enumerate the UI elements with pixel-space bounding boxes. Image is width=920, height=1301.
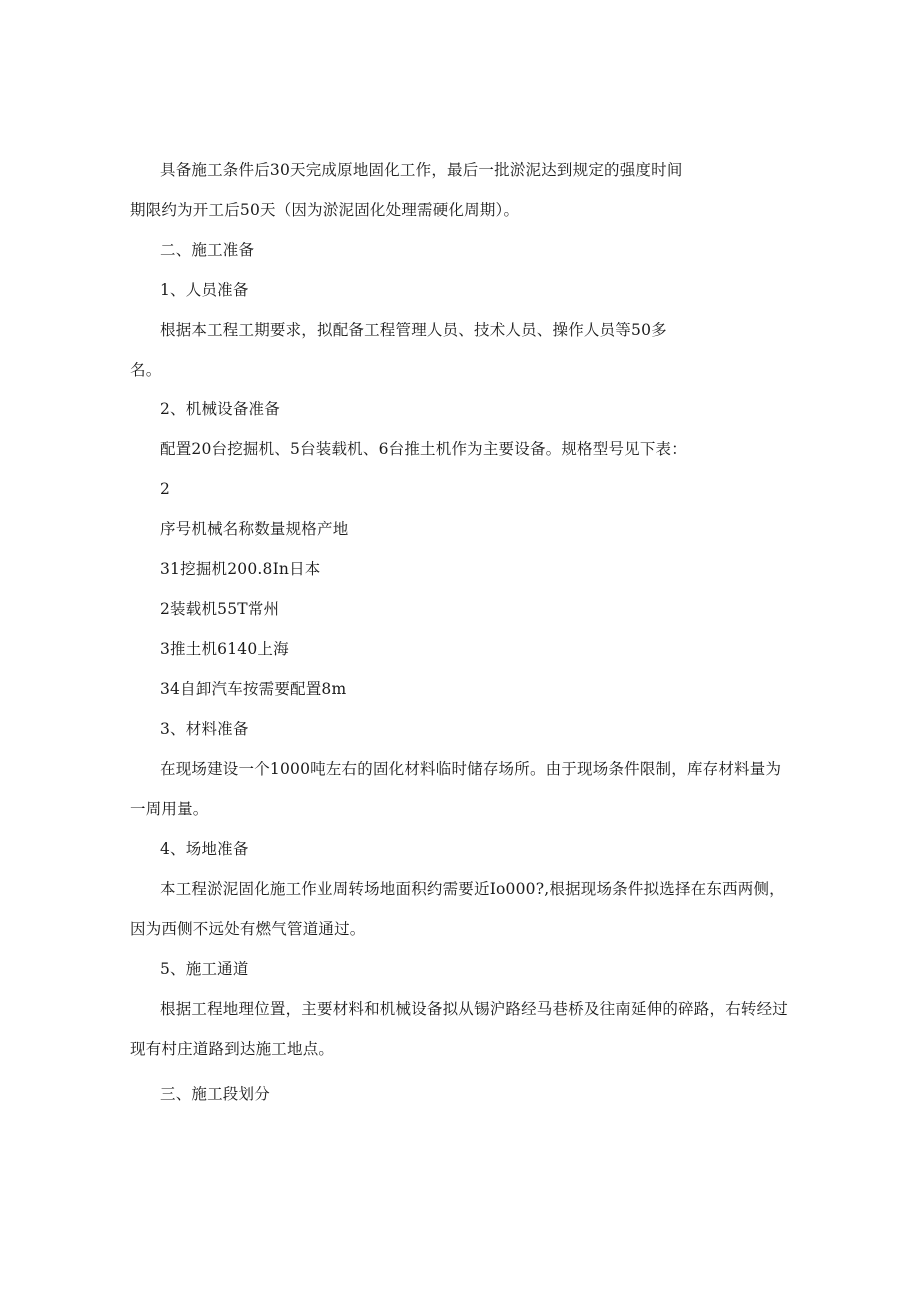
table-row-line: 34自卸汽车按需要配置8m: [160, 680, 347, 698]
paragraph-line: 具备施工条件后30天完成原地固化工作，最后一批淤泥达到规定的强度时间: [160, 161, 683, 179]
paragraph-line: 在现场建设一个1000吨左右的固化材料临时储存场所。由于现场条件限制，库存材料量为: [160, 760, 782, 778]
paragraph-line: 本工程淤泥固化施工作业周转场地面积约需要近Io000?,根据现场条件拟选择在东西两侧，: [160, 880, 785, 898]
paragraph-line: 配置20台挖掘机、5台装载机、6台推土机作为主要设备。规格型号见下表：: [160, 440, 687, 458]
subsection-heading: 2、机械设备准备: [160, 400, 280, 418]
section-heading: 三、施工段划分: [160, 1085, 270, 1103]
paragraph-line: 期限约为开工后50天（因为淤泥固化处理需硬化周期）。: [130, 201, 520, 219]
paragraph-line: 一周用量。: [130, 800, 209, 818]
subsection-heading: 5、施工通道: [160, 960, 249, 978]
paragraph-line: 根据本工程工期要求，拟配备工程管理人员、技术人员、操作人员等50多: [160, 321, 667, 339]
section-heading: 二、施工准备: [160, 241, 255, 259]
subsection-heading: 4、场地准备: [160, 840, 249, 858]
paragraph-line: 名。: [130, 361, 162, 379]
table-header-line: 序号机械名称数量规格产地: [160, 520, 349, 538]
paragraph-line: 现有村庄道路到达施工地点。: [130, 1040, 335, 1058]
subsection-heading: 1、人员准备: [160, 281, 249, 299]
table-row-line: 2装载机55T常州: [160, 600, 280, 618]
table-row-line: 3推土机6140上海: [160, 640, 289, 658]
paragraph-line: 因为西侧不远处有燃气管道通过。: [130, 920, 366, 938]
table-label: 2: [160, 480, 171, 498]
subsection-heading: 3、材料准备: [160, 720, 249, 738]
table-row-line: 31挖掘机200.8In日本: [160, 560, 321, 578]
paragraph-line: 根据工程地理位置，主要材料和机械设备拟从锡沪路经马巷桥及往南延伸的碎路，右转经过: [160, 1000, 789, 1018]
